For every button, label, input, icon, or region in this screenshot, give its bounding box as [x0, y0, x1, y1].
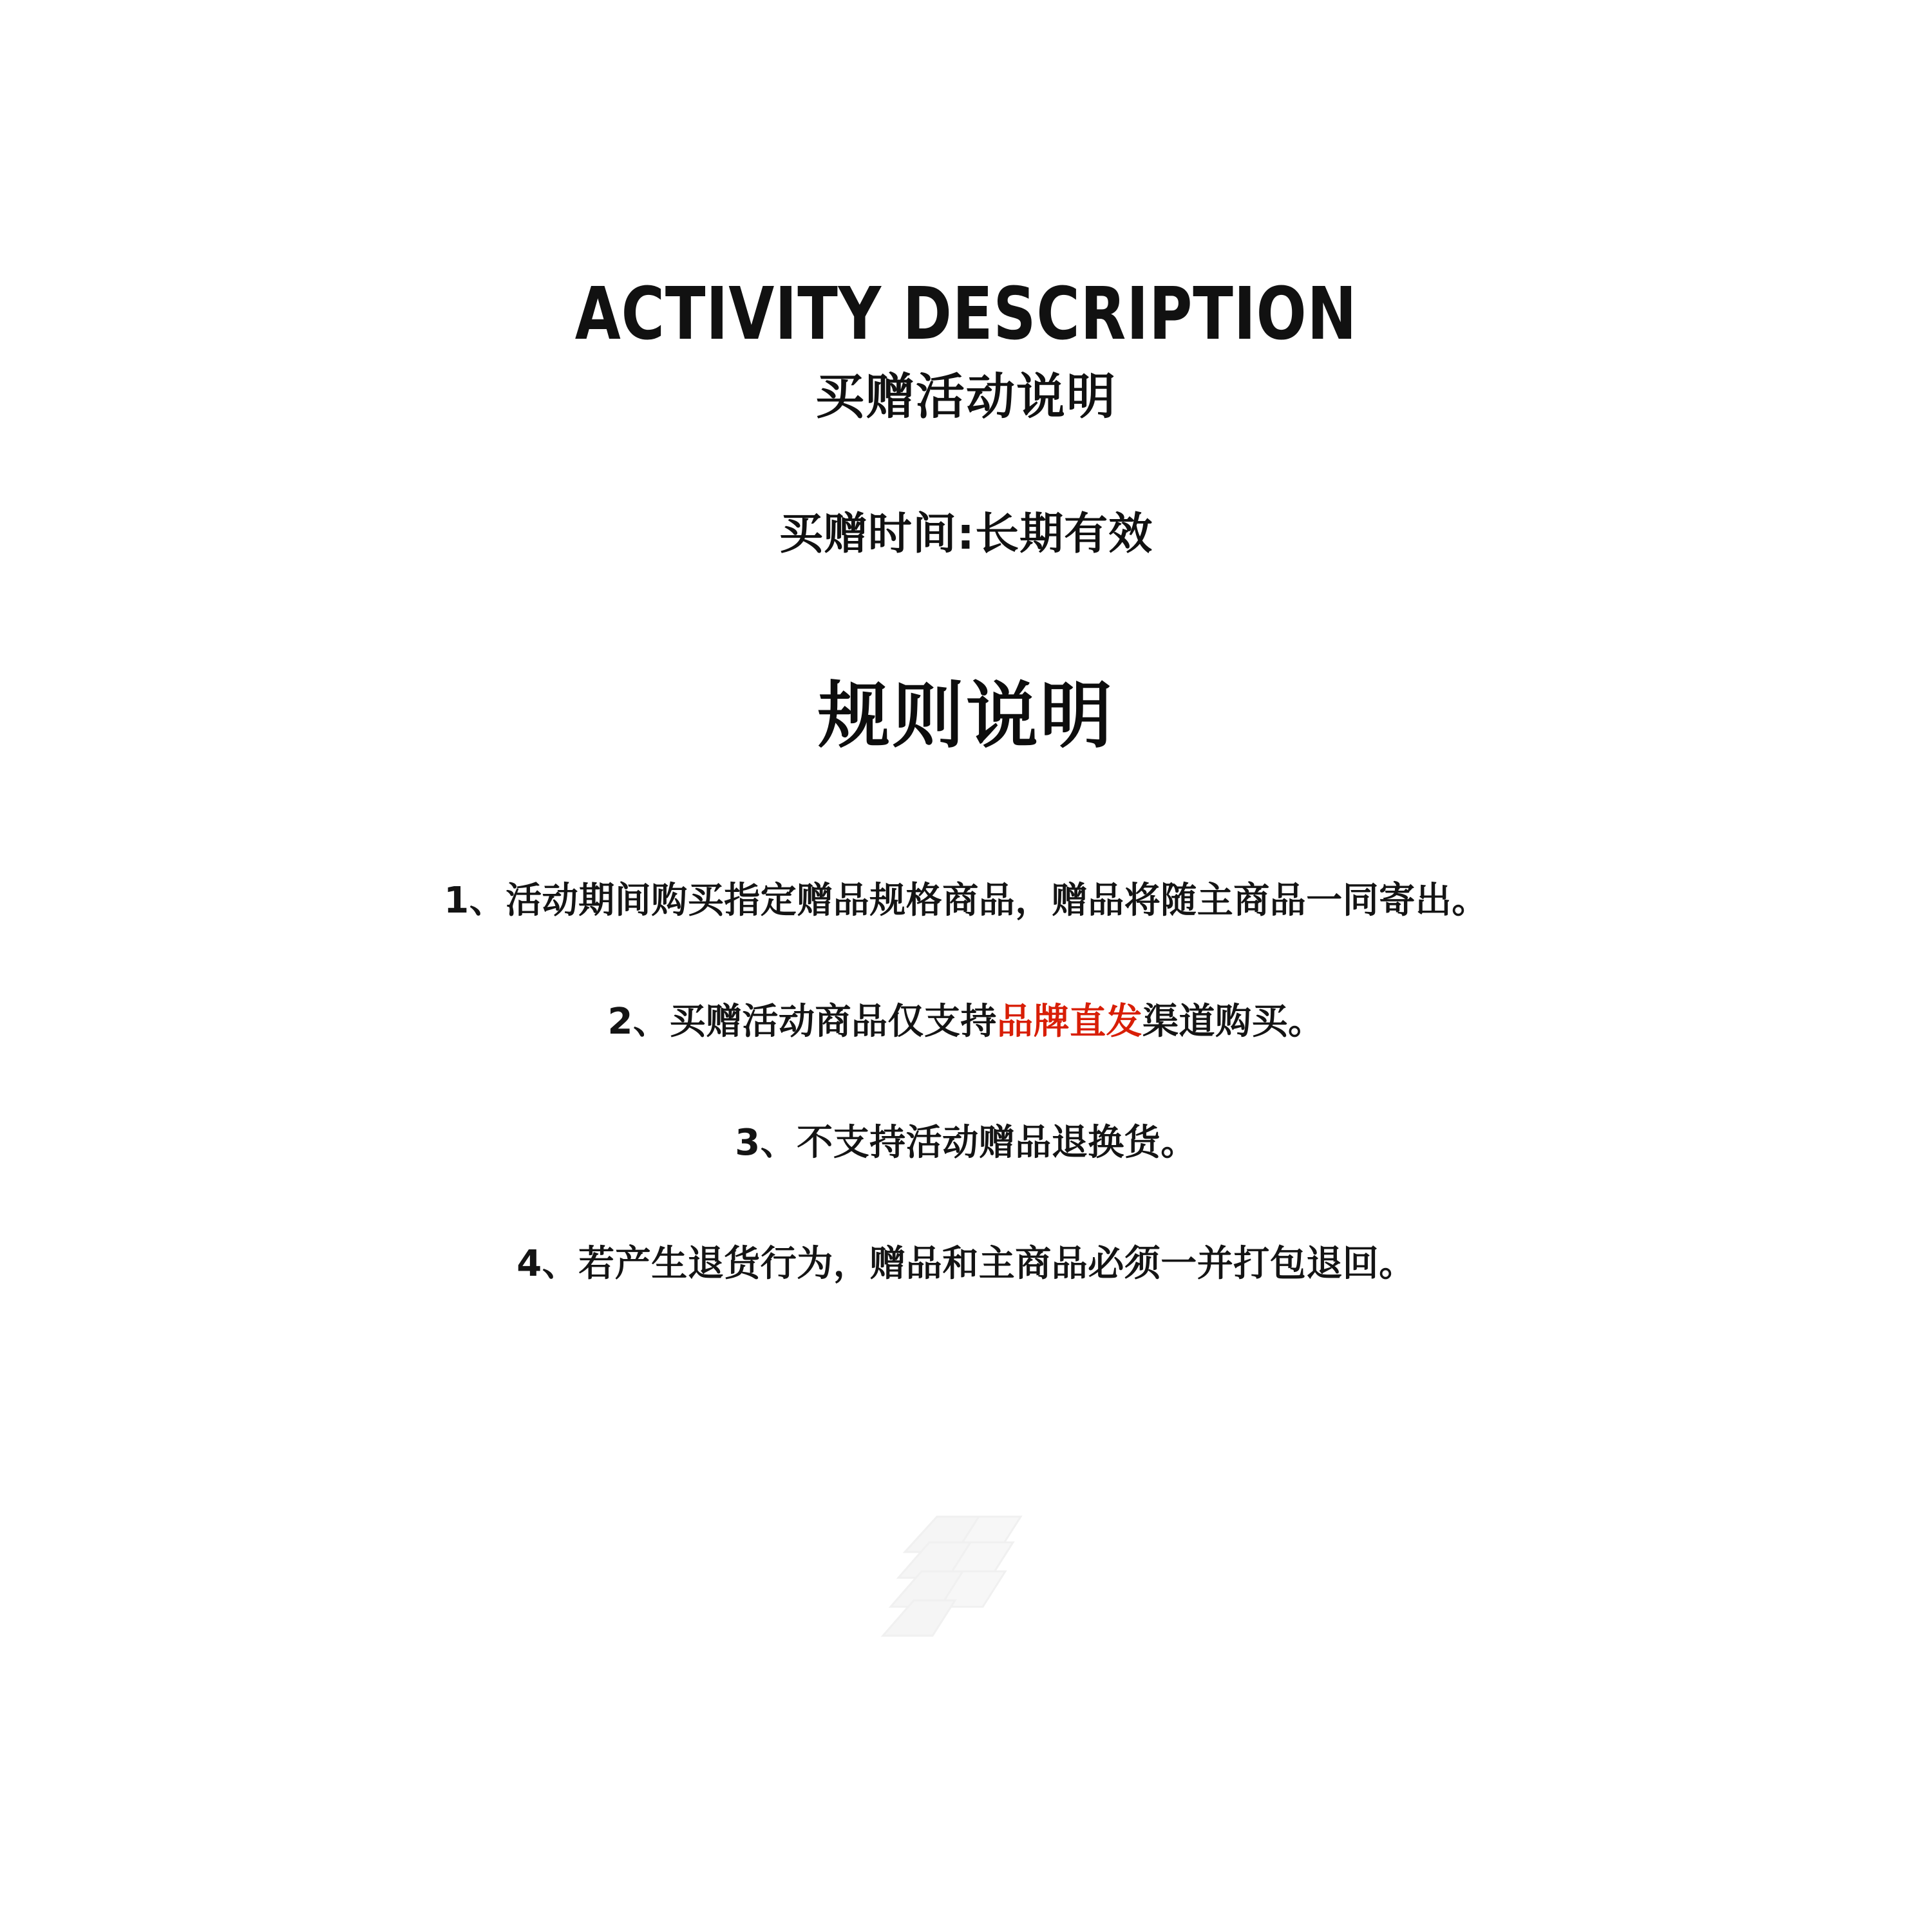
rule-item-3: 3、不支持活动赠品退换货。 [735, 1121, 1197, 1164]
rule-item-2-highlight: 品牌直发 [996, 1000, 1142, 1043]
rule-item-2-prefix: 2、买赠活动商品仅支持 [607, 1000, 997, 1043]
page-title-english: ACTIVITY DESCRIPTION [574, 272, 1358, 356]
rules-list [0, 878, 1932, 1287]
brand-logo-watermark-icon [860, 1491, 1072, 1658]
rule-item-2 [608, 999, 1325, 1046]
rules-section-heading: 规则说明 [818, 674, 1114, 759]
header [0, 272, 1932, 425]
activity-period-text: 买赠时间:长期有效 [779, 509, 1153, 560]
rule-item-1: 1、活动期间购买指定赠品规格商品，赠品将随主商品一同寄出。 [444, 880, 1488, 922]
page-title-chinese: 买赠活动说明 [815, 367, 1117, 425]
rule-item-4: 4、若产生退货行为，赠品和主商品必须一并打包退回。 [516, 1242, 1416, 1285]
rule-item-2-suffix: 渠道购买。 [1142, 1000, 1325, 1043]
